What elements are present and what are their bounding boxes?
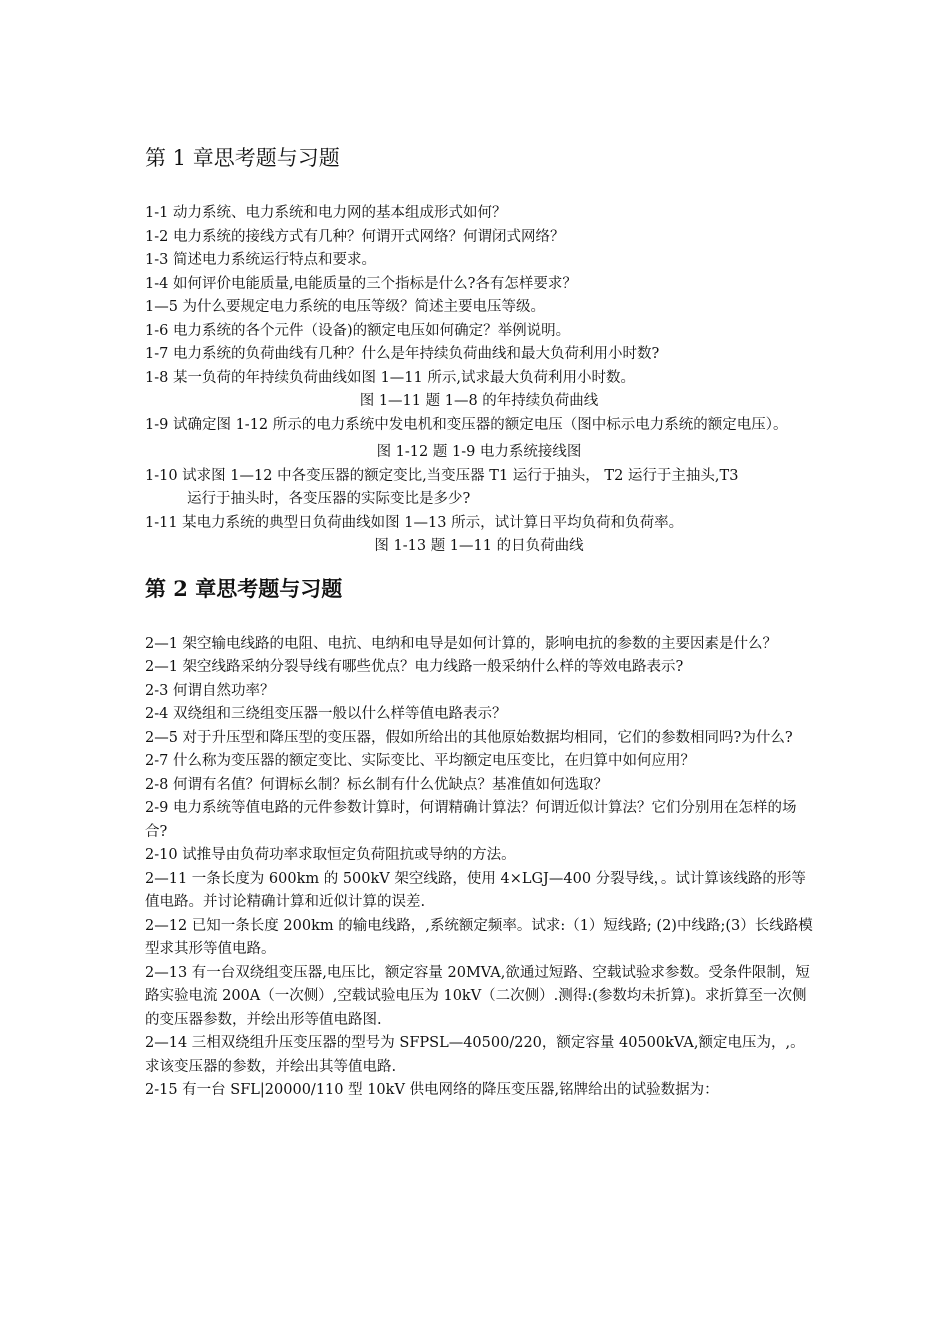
question-2-11: 2—11 一条长度为 600km 的 500kV 架空线路，使用 4×LGJ—400 分裂导线，。试计算该线路的形等值电路。并讨论精确计算和近似计算的误差. (145, 870, 806, 910)
question-2-15: 2-15 有一台 SFL|20000/110 型 10kV 供电网络的降压变压器,铭牌给出的试验数据为： (145, 1082, 719, 1098)
question-1-10-continued: 运行于抽头时，各变压器的实际变比是多少? (187, 491, 471, 507)
question-1-2: 1-2 电力系统的接线方式有几种？何谓开式网络？何谓闭式网络？ (145, 228, 565, 245)
question-1-5: 1—5 为什么要规定电力系统的电压等级？简述主要电压等级。 (145, 299, 546, 315)
question-1-6: 1-6 电力系统的各个元件（设备)的额定电压如何确定？举例说明。 (145, 322, 571, 339)
figure-caption-1-13: 图 1-13 题 1—11 的日负荷曲线 (374, 538, 584, 554)
question-2-13: 2—13 有一台双绕组变压器,电压比，额定容量 20MVA,欲通过短路、空载试验求参数。受条件限制，短路实验电流 200A（一次侧）,空载试验电压为 10kV（二次侧）.测得:(参数均未折算)。求折算至一次侧的变压器参数，并绘出形等值电路图. (145, 964, 810, 1028)
question-2-4: 2-4 双绕组和三绕组变压器一般以什么样等值电路表示？ (145, 706, 507, 722)
question-2-14: 2—14 三相双绕组升压变压器的型号为 SFPSL—40500/220，额定容量 40500kVA,额定电压为，,。求该变压器的参数，并绘出其等值电路. (145, 1035, 805, 1075)
chapter-1-title: 第 1 章思考题与习题 (145, 146, 340, 170)
question-2-1: 2—1 架空输电线路的电阻、电抗、电纳和电导是如何计算的，影响电抗的参数的主要因素是什么？ (145, 635, 778, 652)
question-1-1: 1-1 动力系统、电力系统和电力网的基本组成形式如何？ (145, 205, 507, 221)
question-1-11: 1-11 某电力系统的典型日负荷曲线如图 1—13 所示，试计算日平均负荷和负荷率。 (145, 514, 684, 531)
question-1-10: 1-10 试求图 1—12 中各变压器的额定变比,当变压器 T1 运行于抽头， T2 运行于主抽头,T3 (145, 467, 739, 484)
chapter-2-title: 第 2 章思考题与习题 (145, 575, 343, 601)
question-2-5: 2—5 对于升压型和降压型的变压器，假如所给出的其他原始数据均相同，它们的参数相同吗?为什么? (145, 729, 793, 746)
question-2-2: 2—1 架空线路采纳分裂导线有哪些优点？电力线路一般采纳什么样的等效电路表示? (145, 659, 684, 675)
question-1-7: 1-7 电力系统的负荷曲线有几种？什么是年持续负荷曲线和最大负荷利用小时数? (145, 346, 660, 362)
question-1-9: 1-9 试确定图 1-12 所示的电力系统中发电机和变压器的额定电压（图中标示电力系统的额定电压）。 (145, 416, 788, 433)
question-2-8: 2-8 何谓有名值？何谓标幺制？标幺制有什么优缺点？基准值如何选取？ (145, 776, 608, 793)
question-1-3: 1-3 简述电力系统运行特点和要求。 (145, 252, 376, 268)
question-2-12: 2—12 已知一条长度 200km 的输电线路，,系统额定频率。试求:（1）短线路; (2)中线路;(3）长线路模型求其形等值电路。 (145, 917, 813, 957)
question-2-7: 2-7 什么称为变压器的额定变比、实际变比、平均额定电压变比，在归算中如何应用？ (145, 753, 695, 769)
question-2-9: 2-9 电力系统等值电路的元件参数计算时，何谓精确计算法？何谓近似计算法？它们分别用在怎样的场合? (145, 800, 797, 840)
question-2-3: 2-3 何谓自然功率？ (145, 682, 275, 699)
figure-caption-1-11: 图 1—11 题 1—8 的年持续负荷曲线 (359, 393, 599, 409)
question-1-4: 1-4 如何评价电能质量,电能质量的三个指标是什么?各有怎样要求？ (145, 275, 577, 292)
question-2-10: 2-10 试推导由负荷功率求取恒定负荷阻抗或导纳的方法。 (145, 847, 516, 863)
document-content (145, 138, 813, 1103)
figure-caption-1-12: 图 1-12 题 1-9 电力系统接线图 (376, 444, 582, 460)
question-1-8: 1-8 某一负荷的年持续负荷曲线如图 1—11 所示,试求最大负荷利用小时数。 (145, 369, 635, 386)
